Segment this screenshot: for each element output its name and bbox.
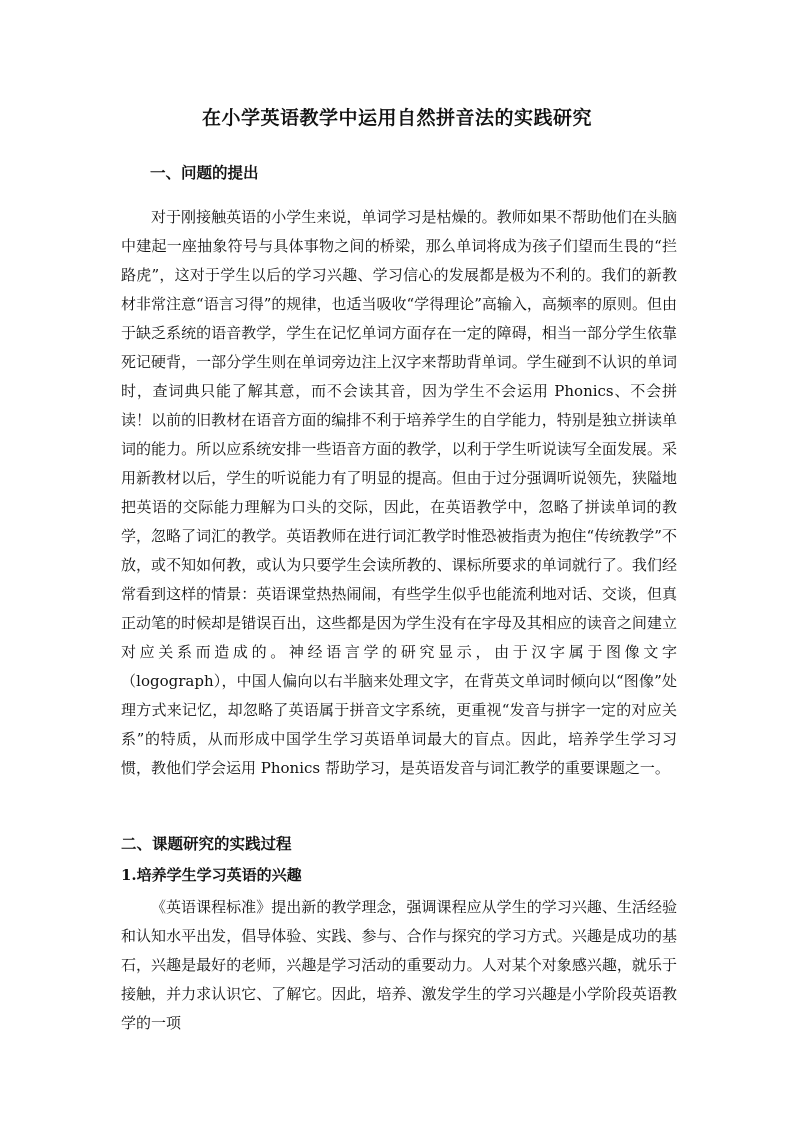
subsection-paragraph-interest: 《英语课程标准》提出新的教学理念，强调课程应从学生的学习兴趣、生活经验和认知水平出发，倡导体验、实践、参与、合作与探究的学习方式。兴趣是成功的基石，兴趣是最好的老师，兴趣是学习活动的重要动力。人对某个对象感兴趣，就乐于接触，并力求认识它、了解它。因此，培养、激发学生的学习兴趣是小学阶段英语教学的一项 [121,898,677,1032]
section-paragraph-problem: 对于刚接触英语的小学生来说，单词学习是枯燥的。教师如果不帮助他们在头脑中建起一座抽象符号与具体事物之间的桥梁，那么单词将成为孩子们望而生畏的“拦路虎”，这对于学生以后的学习兴趣、学习信心的发展都是极为不利的。我们的新教材非常注意“语言习得”的规律，也适当吸收“学得理论”高输入，高频率的原则。但由于缺乏系统的语音教学，学生在记忆单词方面存在一定的障碍，相当一部分学生依靠死记硬背，一部分学生则在单词旁边注上汉字来帮助背单词。学生碰到不认识的单词时，查词典只能了解其意，而不会读其音，因为学生不会运用 Phonics、不会拼读！以前的旧教材在语音方面的编排不利于培养学生的自学能力，特别是独立拼读单词的能力。所以应系统安排一些语音方面的教学，以利于学生听说读写全面发展。采用新教材以后，学生的听说能力有了明显的提高。但由于过分强调听说领先，狭隘地把英语的交际能力理解为口头的交际，因此，在英语教学中，忽略了拼读单词的教学，忽略了词汇的教学。英语教师在进行词汇教学时惟恐被指责为抱住“传统教学”不放，或不知如何教，或认为只要学生会读所教的、课标所要求的单词就行了。我们经常看到这样的情景：英语课堂热热闹闹，有些学生似乎也能流利地对话、交谈，但真正动笔的时候却是错误百出，这些都是因为学生没有在字母及其相应的读音之间建立对应关系而造成的。神经语言学的研究显示，由于汉字属于图像文字（logograph），中国人偏向以右半脑来处理文字，在背英文单词时倾向以“图像”处理方式来记忆，却忽略了英语属于拼音文字系统，更重视“发音与拼字一定的对应关系”的特质，从而形成中国学生学习英语单词最大的盲点。因此，培养学生学习习惯，教他们学会运用 Phonics 帮助学习，是英语发音与词汇教学的重要课题之一。 [121,208,677,777]
document-title: 在小学英语教学中运用自然拼音法的实践研究 [201,107,592,129]
section-heading-practice: 二、课题研究的实践过程 [121,834,292,853]
section-heading-problem: 一、问题的提出 [150,163,259,182]
subsection-heading-interest: 1.培养学生学习英语的兴趣 [121,866,302,884]
